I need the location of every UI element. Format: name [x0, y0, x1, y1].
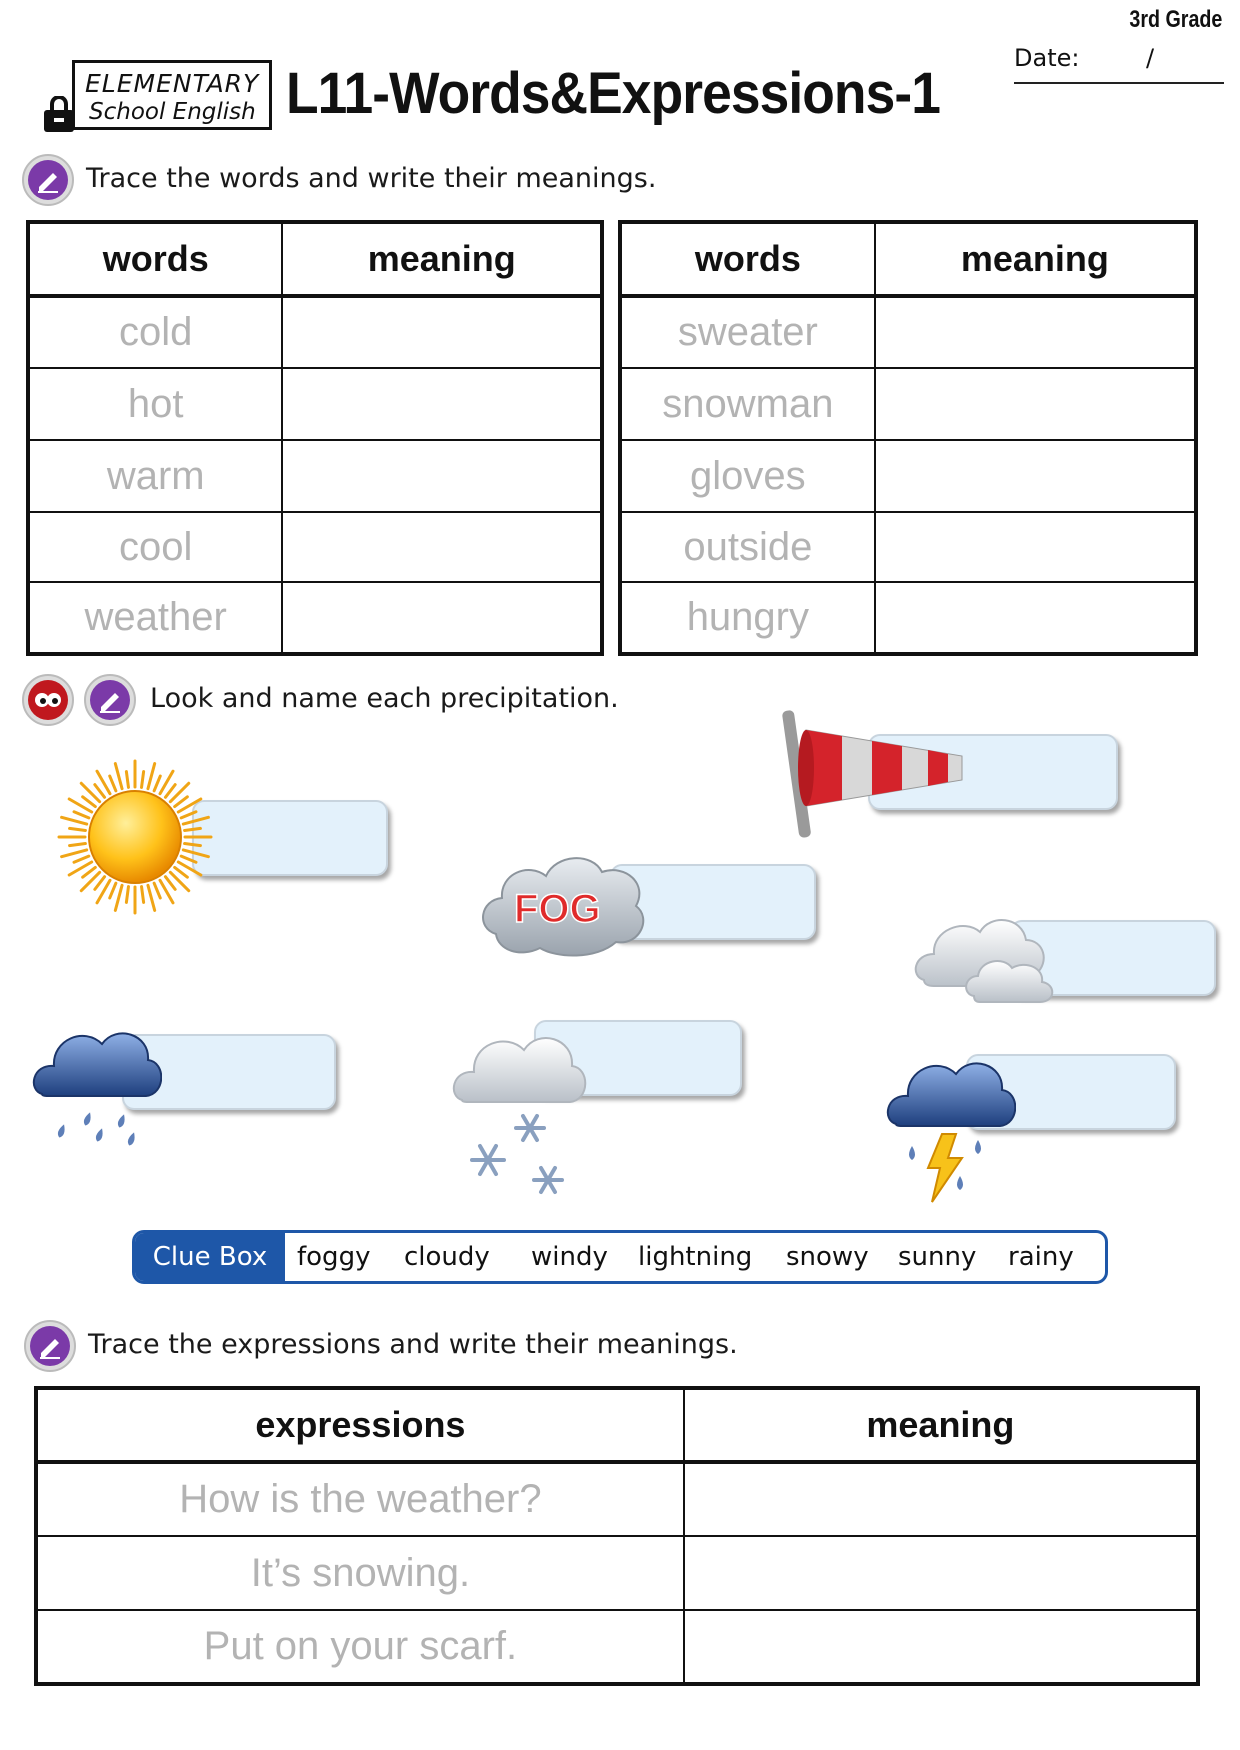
meaning-cell[interactable]	[282, 512, 602, 582]
date-line	[1014, 82, 1224, 84]
words-table-left	[26, 220, 604, 656]
sun-ray	[165, 785, 175, 798]
logo	[72, 60, 272, 130]
column-header-meaning: meaning	[875, 222, 1196, 296]
sun-ray	[115, 885, 122, 910]
rain-cloud-icon	[32, 1014, 162, 1148]
clue-word: lightning	[638, 1242, 753, 1272]
sun-ray	[110, 776, 116, 791]
sun-ray	[95, 877, 105, 890]
write-badge-icon	[24, 1320, 76, 1372]
write-badge-icon	[22, 154, 74, 206]
clue-word: rainy	[1008, 1242, 1074, 1272]
section1-instruction: Trace the words and write their meanings.	[86, 163, 657, 194]
trace-word: snowman	[620, 368, 875, 440]
sun-ray	[175, 867, 188, 877]
column-header-expressions: expressions	[36, 1388, 684, 1462]
snow-cloud-icon	[452, 1014, 588, 1204]
school-bag-icon	[40, 96, 80, 136]
trace-word: cool	[28, 512, 282, 582]
clue-word: snowy	[786, 1242, 869, 1272]
look-badge-icon	[22, 674, 74, 726]
clue-word: foggy	[297, 1242, 371, 1272]
sun-ray	[83, 867, 96, 877]
sun-ray	[70, 828, 86, 830]
clue-word: cloudy	[404, 1242, 490, 1272]
page-title: L11-Words&Expressions-1	[286, 61, 940, 126]
sun-ray	[142, 887, 144, 903]
meaning-cell[interactable]	[875, 296, 1196, 368]
date-label: Date:	[1014, 44, 1080, 72]
trace-expression: Put on your scarf.	[36, 1610, 684, 1684]
section2-instruction: Look and name each precipitation.	[150, 683, 619, 714]
column-header-meaning: meaning	[684, 1388, 1198, 1462]
sun-ray	[142, 772, 144, 788]
sun-ray	[126, 887, 128, 903]
trace-word: gloves	[620, 440, 875, 512]
fog-label: FOG	[514, 887, 601, 931]
trace-word: hot	[28, 368, 282, 440]
sun-ray	[110, 883, 116, 898]
sun-ray	[181, 812, 196, 818]
trace-word: warm	[28, 440, 282, 512]
sun-ray	[62, 850, 87, 857]
meaning-cell[interactable]	[282, 368, 602, 440]
answer-box-sunny[interactable]	[192, 800, 388, 876]
sun-ray	[175, 797, 188, 807]
sun-ray	[83, 797, 96, 807]
sun-ray	[165, 877, 175, 890]
sun-ray	[70, 844, 86, 846]
meaning-cell[interactable]	[684, 1462, 1198, 1536]
sun-ray	[185, 828, 201, 830]
write-badge-icon	[84, 674, 136, 726]
meaning-cell[interactable]	[684, 1610, 1198, 1684]
fog-cloud-icon	[476, 838, 650, 962]
clue-box-label: Clue Box	[135, 1233, 285, 1281]
clue-word: windy	[531, 1242, 608, 1272]
lightning-cloud-icon	[886, 1042, 1016, 1206]
words-table-right	[618, 220, 1198, 656]
logo-line1: ELEMENTARY	[85, 69, 260, 98]
trace-word: weather	[28, 582, 282, 654]
meaning-cell[interactable]	[282, 582, 602, 654]
sun-ray	[62, 817, 87, 824]
meaning-cell[interactable]	[875, 582, 1196, 654]
trace-expression: How is the weather?	[36, 1462, 684, 1536]
logo-line2: School English	[89, 99, 256, 125]
sun-ray	[126, 772, 128, 788]
sun-ray	[154, 776, 160, 791]
trace-word: outside	[620, 512, 875, 582]
column-header-words: words	[620, 222, 875, 296]
meaning-cell[interactable]	[875, 368, 1196, 440]
trace-expression: It’s snowing.	[36, 1536, 684, 1610]
windsock-icon	[776, 700, 966, 840]
sun-ray	[148, 764, 155, 789]
column-header-words: words	[28, 222, 282, 296]
expressions-table	[34, 1386, 1200, 1686]
meaning-cell[interactable]	[875, 440, 1196, 512]
column-header-meaning: meaning	[282, 222, 602, 296]
section3-instruction: Trace the expressions and write their meanings.	[88, 1329, 738, 1360]
meaning-cell[interactable]	[282, 440, 602, 512]
grade-label: 3rd Grade	[1129, 6, 1222, 33]
sun-ray	[183, 850, 208, 857]
trace-word: sweater	[620, 296, 875, 368]
sun-icon	[56, 758, 214, 916]
meaning-cell[interactable]	[684, 1536, 1198, 1610]
clue-word: sunny	[898, 1242, 977, 1272]
meaning-cell[interactable]	[282, 296, 602, 368]
date-slash: /	[1146, 44, 1155, 72]
trace-word: hungry	[620, 582, 875, 654]
sun-ray	[154, 883, 160, 898]
sun-ray	[148, 885, 155, 910]
sun-ray	[185, 844, 201, 846]
trace-word: cold	[28, 296, 282, 368]
sun-ray	[183, 817, 208, 824]
cloud-icon	[914, 896, 1064, 1006]
sun-ray	[115, 764, 122, 789]
sun-ray	[74, 856, 89, 862]
sun-ray	[74, 812, 89, 818]
sun-ray	[181, 856, 196, 862]
meaning-cell[interactable]	[875, 512, 1196, 582]
sun-ray	[95, 785, 105, 798]
